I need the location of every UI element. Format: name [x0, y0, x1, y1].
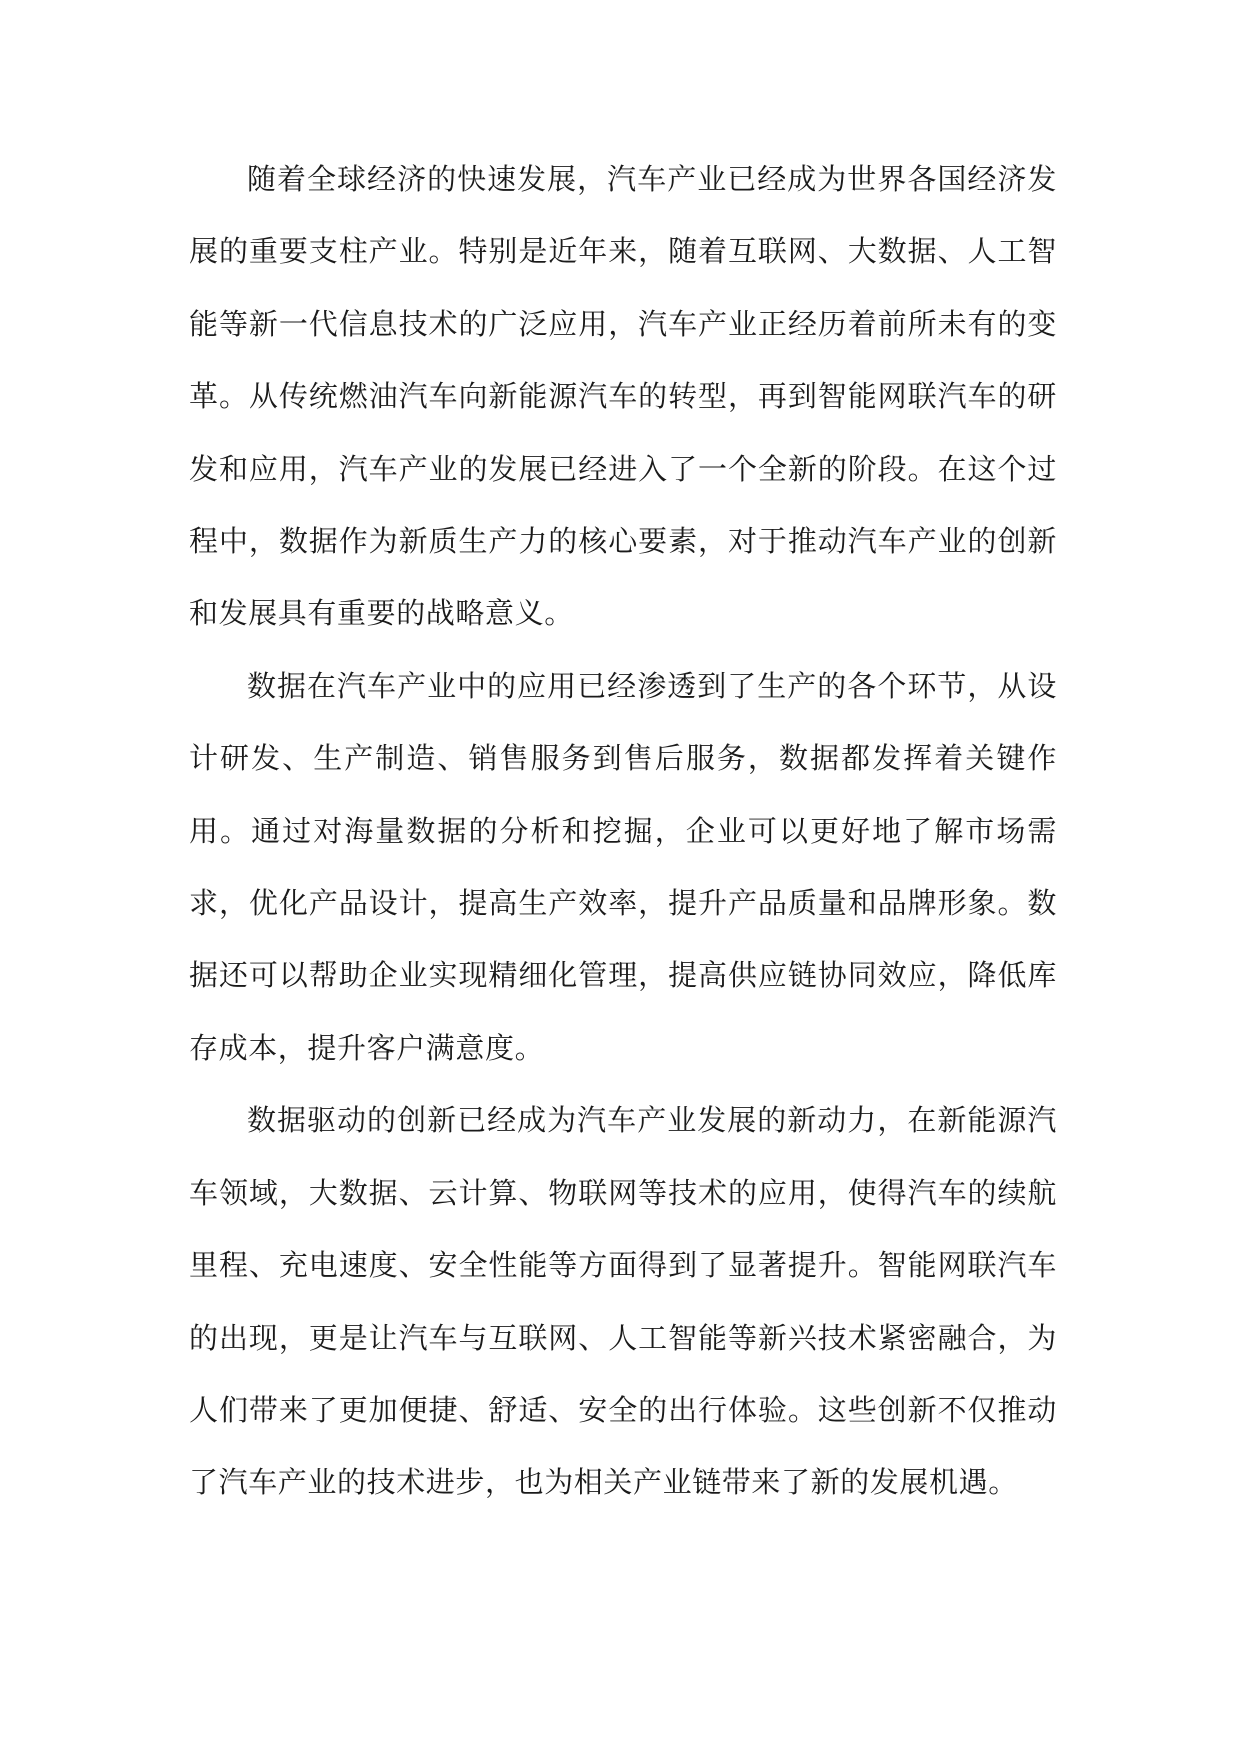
paragraph-2: 数据在汽车产业中的应用已经渗透到了生产的各个环节，从设计研发、生产制造、销售服务到售后服务，数据都发挥着关键作用。通过对海量数据的分析和挖掘，企业可以更好地了解市场需求，优化产品设计，提高生产效率，提升产品质量和品牌形象。数据还可以帮助企业实现精细化管理，提高供应链协同效应，降低库存成本，提升客户满意度。: [189, 668, 1057, 1065]
paragraph-1: 随着全球经济的快速发展，汽车产业已经成为世界各国经济发展的重要支柱产业。特别是近年来，随着互联网、大数据、人工智能等新一代信息技术的广泛应用，汽车产业正经历着前所未有的变革。从传统燃油汽车向新能源汽车的转型，再到智能网联汽车的研发和应用，汽车产业的发展已经进入了一个全新的阶段。在这个过程中，数据作为新质生产力的核心要素，对于推动汽车产业的创新和发展具有重要的战略意义。: [189, 162, 1057, 631]
document-body: [189, 143, 1057, 1519]
paragraph-3: 数据驱动的创新已经成为汽车产业发展的新动力，在新能源汽车领域，大数据、云计算、物联网等技术的应用，使得汽车的续航里程、充电速度、安全性能等方面得到了显著提升。智能网联汽车的出现，更是让汽车与互联网、人工智能等新兴技术紧密融合，为人们带来了更加便捷、舒适、安全的出行体验。这些创新不仅推动了汽车产业的技术进步，也为相关产业链带来了新的发展机遇。: [189, 1103, 1057, 1500]
